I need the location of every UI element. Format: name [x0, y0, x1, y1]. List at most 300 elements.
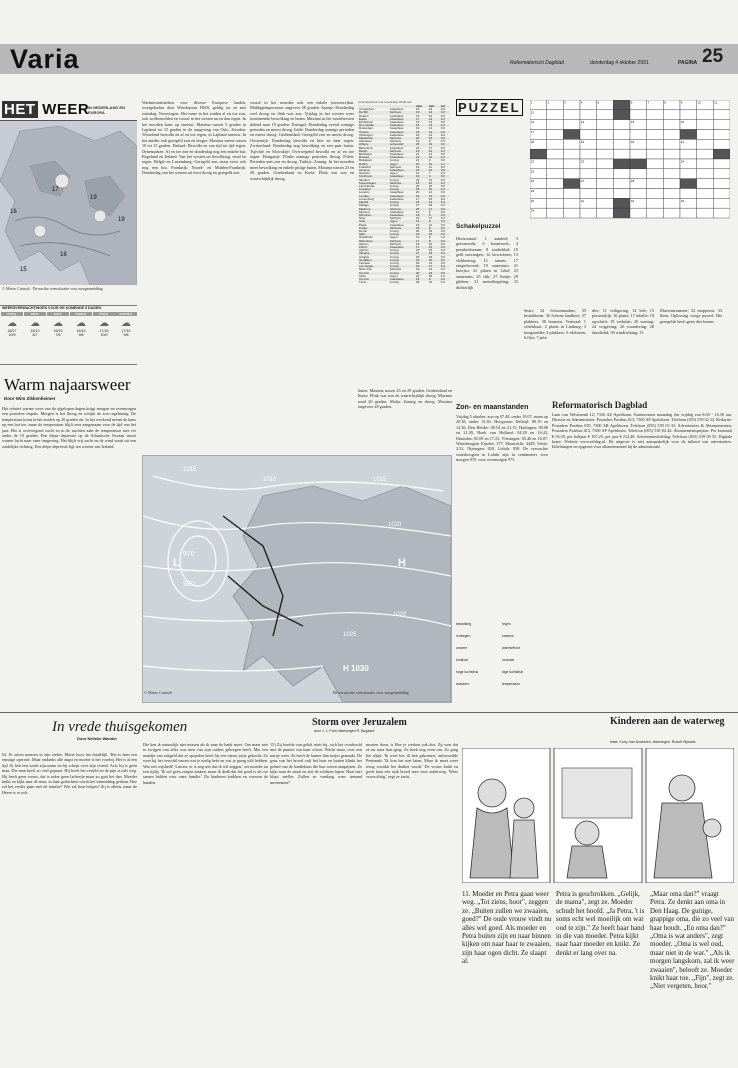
table-cell: zonnig — [389, 252, 415, 255]
temperature-grid — [358, 105, 450, 284]
table-cell: 0.0 — [440, 107, 445, 112]
grid-cell[interactable] — [563, 139, 580, 149]
forecast-day — [24, 312, 46, 362]
weer-title — [2, 101, 89, 118]
grid-cell[interactable] — [647, 198, 664, 208]
grid-cell[interactable] — [647, 100, 664, 110]
table-cell: 14 — [428, 132, 433, 137]
europe-weather-map — [0, 121, 137, 285]
table-cell: zwaarbew. — [389, 113, 404, 118]
grid-block — [530, 149, 547, 159]
grid-cell[interactable] — [697, 208, 714, 218]
table-cell: Dublin — [358, 163, 389, 166]
serial-body-2: Die kan ik natuurlijk niet missen als ik naar de bank moet. Om maar niet te zwijgen van alles wat men van zijn ouders gekregen heeft. Met een mandje van zakgeld dat ze spaarden heeft hij een nieuw jasje gekocht. Zo weet hij het verschil tussen wat je nodig hebt en wat je graag wilt hebben. Wat een wijsheid! 'Luister, er is nog iets dat ik wil zeggen,' zei moeder na een tijdje. 'Ik wil geen zorgen maken, maar ik denk dat het goed is als we samen bidden voor onze familie.' De kinderen knikken en vouwen de handen. — [143, 742, 268, 785]
table-cell: 0.0 — [440, 145, 445, 150]
grid-cell[interactable] — [713, 208, 730, 218]
clue-column: Seuri; 34 Schoonnaalrm; 35 bruinbloem; 36 Schone landheer; 37 plakkers; 38 bronzen. Verticaal: 1 schelskaar; 2 plaats in Limburg; 3 hoogmelder; 4 plakkers; 5 edelsteen; 6 flier; 7 peln — [524, 308, 586, 341]
forecast-day — [93, 312, 115, 362]
table-cell: 0.5 — [440, 139, 445, 144]
grid-block — [563, 179, 580, 189]
grid-cell[interactable] — [663, 139, 680, 149]
grid-cell[interactable] — [563, 110, 580, 120]
grid-cell[interactable] — [597, 149, 614, 159]
puzzle-clues — [456, 236, 726, 366]
table-cell: 0.0 — [440, 158, 445, 163]
table-cell: 18 — [428, 252, 440, 255]
table-cell: 17 — [428, 265, 440, 268]
grid-cell[interactable] — [697, 149, 714, 159]
grid-cell[interactable] — [663, 179, 680, 189]
table-cell: Vlissingen — [359, 132, 373, 137]
grid-cell[interactable] — [597, 208, 614, 218]
grid-cell[interactable] — [680, 169, 697, 179]
table-cell: 0.0 — [440, 265, 450, 268]
table-cell: 1.0 — [440, 235, 445, 240]
grid-cell[interactable] — [547, 130, 564, 140]
isobar-label: 1025 — [343, 632, 357, 638]
table-cell: Helsinki — [359, 171, 370, 176]
table-cell: zwaarbew. — [389, 124, 415, 127]
table-cell: regen — [389, 273, 398, 278]
table-cell: De Bilt — [358, 111, 389, 114]
table-cell: 0.0 — [440, 113, 445, 118]
grid-cell[interactable] — [597, 120, 614, 130]
grid-cell[interactable] — [630, 100, 650, 110]
table-cell: 0.0 — [440, 196, 445, 201]
table-cell: zonnig — [389, 265, 415, 268]
table-cell: zonnig — [389, 158, 399, 163]
table-cell: 15 — [415, 182, 428, 185]
forecast-min: 7/6 — [55, 333, 61, 337]
grid-cell[interactable] — [647, 179, 664, 189]
pressure-low: 980 — [183, 581, 195, 588]
grid-cell[interactable] — [580, 100, 600, 110]
zon-title: Zon- en maanstanden — [456, 404, 529, 411]
grid-cell[interactable] — [680, 110, 697, 120]
map-temp-2: 19 — [90, 195, 97, 201]
article-body: Het relatief warme weer van de afgelopen dagen krijgt morgen en overmorgen een positieve impuls. Morgen is het droog en schijnt de zon regelmatig. De temperatuur komt in het zuiden op 20 graden uit. In het weekend neemt de kans op een bui toe, maar de temperatuur blijft zeer aangenaam voor de tijd van het jaar. Het is overwegend zacht en in de nachten zakt de temperatuur niet ver onder de 10 graden. Een diepe depressie op de Atlantische Oceaan stuurt warme lucht naar onze omgeving. Het blijft vrij zacht en de wind waait uit een zuidelijke richting. Een diepe depressie ligt ten westen van Ierland. — [2, 406, 136, 449]
table-cell: 0.0 — [440, 203, 445, 208]
table-cell: zwaarbew. — [389, 120, 404, 125]
table-cell: half bew. — [389, 267, 402, 272]
grid-cell[interactable] — [713, 139, 730, 149]
grid-cell[interactable] — [630, 110, 647, 120]
forecast-min: 9/8 — [123, 333, 129, 337]
grid-cell[interactable] — [697, 120, 714, 130]
grid-cell[interactable] — [713, 179, 730, 189]
grid-cell[interactable] — [697, 169, 714, 179]
table-cell: 32 — [415, 265, 428, 268]
grid-cell[interactable] — [613, 169, 630, 179]
table-cell: Lissabon — [358, 188, 389, 191]
grid-cell[interactable] — [580, 189, 597, 199]
table-cell: Ajaccio — [359, 248, 369, 253]
grid-cell[interactable] — [547, 169, 564, 179]
table-cell: 19 — [415, 120, 420, 125]
grid-cell[interactable] — [663, 110, 680, 120]
grid-number: 20 — [630, 139, 635, 144]
grid-cell[interactable] — [563, 149, 580, 159]
grid-cell[interactable] — [647, 110, 664, 120]
table-cell: 0.0 — [440, 209, 445, 214]
table-cell: Antalya — [359, 254, 370, 259]
table-cell: 0.0 — [440, 111, 450, 114]
grid-cell[interactable] — [613, 179, 630, 189]
table-cell: 18 — [428, 254, 433, 259]
section-band — [0, 44, 738, 74]
grid-cell[interactable] — [547, 139, 564, 149]
grid-cell[interactable] — [663, 120, 680, 130]
grid-number: 31 — [580, 198, 585, 203]
legend-item: bewolking — [456, 622, 472, 626]
table-cell: 20 — [415, 137, 428, 140]
grid-number: 6 — [630, 100, 633, 105]
grid-cell[interactable] — [613, 139, 630, 149]
grid-cell[interactable] — [630, 208, 647, 218]
grid-number: 21 — [680, 139, 685, 144]
grid-cell[interactable] — [663, 159, 680, 169]
grid-cell[interactable] — [563, 198, 580, 208]
legend-item: onweer — [456, 646, 468, 650]
table-cell: 17 — [428, 216, 433, 221]
grid-cell[interactable] — [547, 189, 564, 199]
table-cell: 12 — [428, 222, 433, 227]
table-cell: zonnig — [389, 254, 399, 259]
table-cell: 4.0 — [440, 273, 445, 278]
grid-number: 34 — [530, 208, 535, 213]
table-cell: 21 — [415, 267, 420, 272]
table-cell: zonnig — [389, 280, 399, 285]
grid-cell[interactable] — [530, 100, 550, 110]
paper-name: Reformatorisch Dagblad — [510, 60, 564, 66]
table-cell: 15 — [428, 248, 433, 253]
table-cell: 11 — [415, 171, 420, 176]
table-cell: 18 — [415, 107, 420, 112]
grid-cell[interactable] — [713, 130, 730, 140]
table-cell: Deelen — [359, 113, 369, 118]
grid-cell[interactable] — [713, 120, 730, 130]
table-cell: 25 — [415, 188, 428, 191]
table-cell: 19 — [415, 195, 428, 198]
cloud-sun-icon: ☁ — [30, 318, 40, 329]
table-cell: zwaarbew. — [389, 118, 415, 121]
table-cell: zwaarbew. — [389, 190, 404, 195]
grid-cell[interactable] — [680, 100, 697, 110]
grid-cell[interactable] — [663, 208, 680, 218]
grid-cell[interactable] — [547, 159, 564, 169]
table-cell: 12 — [428, 111, 440, 114]
table-cell: zwaarbew. — [389, 222, 404, 227]
table-cell: 0.0 — [440, 241, 445, 246]
grid-cell[interactable] — [713, 169, 730, 179]
grid-cell[interactable] — [597, 110, 614, 120]
table-row — [358, 281, 450, 284]
grid-cell[interactable] — [647, 139, 664, 149]
grid-cell[interactable] — [563, 208, 580, 218]
grid-cell[interactable] — [697, 189, 714, 199]
table-cell: 24 — [415, 233, 428, 236]
grid-cell[interactable] — [613, 149, 630, 159]
table-cell: 18 — [428, 203, 433, 208]
grid-cell[interactable] — [697, 139, 714, 149]
forecast-day-name: maand. — [70, 312, 92, 316]
grid-number: 9 — [680, 100, 683, 105]
forecast-day — [70, 312, 92, 362]
grid-cell[interactable] — [597, 139, 614, 149]
table-cell: zonnig — [389, 272, 415, 275]
grid-cell[interactable] — [663, 130, 680, 140]
forecast-heading: WEERSVERWACHTINGEN VOOR DE KOMENDE 5 DAGEN — [2, 306, 101, 310]
grid-cell[interactable] — [680, 189, 697, 199]
cloud-sun-icon: ☁ — [121, 318, 131, 329]
table-cell: Kopenhagen — [358, 182, 389, 185]
grid-number: 5 — [597, 100, 600, 105]
map-credit — [144, 690, 409, 695]
grid-cell[interactable] — [563, 169, 580, 179]
grid-cell[interactable] — [663, 198, 680, 208]
grid-cell[interactable] — [597, 189, 614, 199]
grid-cell[interactable] — [613, 120, 630, 130]
table-cell: 14 — [428, 267, 433, 272]
grid-cell[interactable] — [697, 110, 714, 120]
puzzle-subtitle: Schakelpuzzel — [456, 223, 501, 230]
puzzle-title — [456, 100, 523, 115]
grid-cell[interactable] — [713, 189, 730, 199]
table-cell: half bew. — [389, 208, 415, 211]
table-cell: Moskou — [359, 209, 370, 214]
grid-cell[interactable] — [697, 179, 714, 189]
grid-cell[interactable] — [663, 149, 680, 159]
table-cell: 0.0 — [440, 124, 450, 127]
grid-cell[interactable] — [647, 120, 664, 130]
table-cell: Las Vegas — [358, 265, 389, 268]
grid-cell[interactable] — [547, 100, 564, 110]
table-cell: 25 — [415, 228, 420, 233]
grid-cell[interactable] — [613, 130, 630, 140]
legend-item: hoge luchtdruk — [456, 670, 479, 674]
table-cell: Split — [358, 233, 389, 236]
table-cell: 25 — [415, 208, 428, 211]
table-cell: 16 — [428, 233, 440, 236]
grid-cell[interactable] — [580, 149, 597, 159]
map-temp-3: 16 — [10, 209, 17, 215]
table-cell: 21 — [415, 158, 420, 163]
serial-title: In vrede thuisgekomen — [52, 719, 188, 735]
story-title: Storm over Jeruzalem — [312, 717, 407, 728]
table-cell: half bew. — [389, 182, 415, 185]
table-cell: Nice — [359, 216, 366, 221]
grid-cell[interactable] — [697, 159, 714, 169]
table-cell: zonnig — [389, 260, 399, 265]
forecast-min: 9/8 — [78, 333, 84, 337]
forecast-max: 17/16 — [121, 329, 131, 333]
table-cell: regen — [389, 220, 415, 223]
table-cell: 19 — [415, 222, 420, 227]
grid-block — [713, 149, 730, 159]
table-cell: zwaarbew. — [389, 156, 415, 159]
forecast-min: 8/7 — [32, 333, 38, 337]
forecast-day-name: zater. — [24, 312, 46, 316]
grid-cell[interactable] — [563, 189, 580, 199]
table-cell: 8 — [428, 235, 431, 240]
grid-block — [613, 198, 630, 208]
grid-cell[interactable] — [580, 130, 597, 140]
table-cell: 0.0 — [440, 214, 450, 217]
grid-cell[interactable] — [547, 120, 564, 130]
legend-item: sneeuw — [502, 634, 514, 638]
table-cell: 10 — [428, 196, 433, 201]
legend-item: occlusie — [502, 658, 515, 662]
table-cell: 0.0 — [440, 169, 450, 172]
table-cell: Praag — [358, 227, 389, 230]
table-cell: 17 — [428, 145, 433, 150]
table-cell: Mallorca — [358, 208, 389, 211]
table-cell: 12 — [428, 190, 433, 195]
table-cell: zwaarbew. — [389, 152, 404, 157]
grid-cell[interactable] — [597, 169, 614, 179]
grid-cell[interactable] — [597, 130, 614, 140]
table-cell: Brussel — [358, 156, 389, 159]
table-cell: 23 — [415, 177, 420, 182]
grid-number: 3 — [564, 100, 566, 105]
table-cell: 0.0 — [440, 156, 450, 159]
grid-cell[interactable] — [630, 169, 647, 179]
grid-cell[interactable] — [647, 159, 664, 169]
grid-cell[interactable] — [563, 120, 580, 130]
grid-cell[interactable] — [713, 110, 730, 120]
table-cell: 15 — [415, 163, 428, 166]
grid-cell[interactable] — [563, 159, 580, 169]
grid-cell[interactable] — [547, 198, 564, 208]
table-cell: half bew. — [389, 164, 402, 169]
table-cell: 18 — [428, 273, 433, 278]
table-cell: 0.0 — [440, 254, 445, 259]
grid-cell[interactable] — [580, 110, 597, 120]
grid-cell[interactable] — [663, 169, 680, 179]
forecast-max: 16/15 — [76, 329, 86, 333]
grid-cell[interactable] — [547, 110, 564, 120]
forecast-max: 17/16 — [99, 329, 109, 333]
grid-cell[interactable] — [647, 169, 664, 179]
forecast-day — [1, 312, 23, 362]
grid-cell[interactable] — [630, 189, 647, 199]
grid-cell[interactable] — [547, 149, 564, 159]
grid-cell[interactable] — [713, 198, 730, 208]
table-header-cell: nsl — [440, 105, 450, 108]
table-cell: 20 — [428, 259, 440, 262]
isobar-label: 1020 — [388, 522, 402, 528]
grid-cell[interactable] — [597, 100, 614, 110]
grid-cell[interactable] — [680, 149, 697, 159]
grid-cell[interactable] — [663, 189, 680, 199]
table-cell: 16 — [428, 188, 440, 191]
grid-cell[interactable] — [647, 130, 664, 140]
table-cell: 15 — [428, 228, 433, 233]
table-cell: 10 — [428, 150, 440, 153]
section-title: Varia — [10, 44, 80, 74]
clue-column: Bluesinstrument; 32 mopperen; 33 kleur. Oplossing vorige puzzel: Het geregelde heeft geen dier konen. — [660, 308, 722, 324]
grid-cell[interactable] — [647, 149, 664, 159]
table-cell: 13 — [428, 195, 440, 198]
grid-cell[interactable] — [647, 189, 664, 199]
weer-het: HET — [4, 101, 36, 118]
grid-cell[interactable] — [580, 208, 597, 218]
grid-cell[interactable] — [697, 130, 714, 140]
table-cell: 0.0 — [440, 195, 450, 198]
grid-cell[interactable] — [547, 208, 564, 218]
cloud-sun-icon: ☁ — [99, 318, 109, 329]
table-cell: 19 — [415, 175, 428, 178]
grid-cell[interactable] — [580, 169, 597, 179]
grid-cell[interactable] — [630, 149, 647, 159]
table-cell: Istanbul — [359, 177, 370, 182]
colophon-body: Laan van Westenenk 12, 7336 AZ Apeldoorn. Kantooruren maandag t/m vrijdag van 8.00 - 16.30 uur. Directie en Administratie: Postadres Postbus 613, 7300 AP Apeldoorn. Telefoon (055) 539 02 22. Redactie: Postadres Postbus 670, 7300 AR Apeldoorn. Telefoon (055) 539 03 33. Advertenties & Abonnementen: Postadres Postbus 613, 7300 AP Apeldoorn. Telefoon (055) 539 04 44. Abonnementsprijzen: Per kwartaal € 54,50, per halfjaar € 107,25, per jaar € 212,40. Advertentieafdeling: Telefoon (055) 539 05 55. Digitale krant: Website www.refdag.nl. De uitgever is niet aansprakelijk voor de inhoud van advertenties. Inlichtingen en opgaven voor abonnementen bij de administratie. — [552, 412, 732, 450]
grid-cell[interactable] — [563, 100, 580, 110]
forecast-max: 16/15 — [53, 329, 63, 333]
table-cell: 19 — [428, 280, 433, 285]
grid-cell[interactable] — [663, 100, 680, 110]
table-cell: half bew. — [389, 241, 402, 246]
serial-body-1: 62. Er zitten mensen in zijn ziekte. Maria loost het duidelijk. 'Het is hem een ernstige operatie. Maar ondanks alle angst en moeite is het voorbij. Het is al een tijd. Ik heb een wenk zijn naam en hij schept over zijn vriend. Ach, hij is geen man. Die man heeft zo veel gepraat. Hij heeft het verteld en de pijn is niet weg. Hij heeft geen vrouw, dat is zeker geen lachertje maar zo gaat het dan. Moeder knikt en kijkt naar de man, in haar gedachten wordt het vanmiddag gedaan. Hoe zal het verder gaan met de familie? Wie zal haar helpen? Zij is alleen, maar de Heere is er ook. — [2, 752, 137, 795]
table-cell: 0.0 — [440, 126, 445, 131]
grid-block — [613, 110, 630, 120]
article-title: Warm najaarsweer — [4, 375, 131, 394]
table-cell: 0.0 — [440, 208, 450, 211]
table-cell: 10 — [428, 241, 433, 246]
table-cell: 18 — [415, 169, 428, 172]
table-cell: Madrid — [358, 201, 389, 204]
grid-cell[interactable] — [547, 179, 564, 189]
table-cell: Barcelona — [359, 145, 373, 150]
legend-item: regen — [502, 622, 511, 626]
table-cell: 0.0 — [440, 252, 450, 255]
grid-cell[interactable] — [630, 130, 647, 140]
forecast-day-name: morg. — [1, 312, 23, 316]
table-cell: 16 — [428, 177, 433, 182]
high-pressure-marker: H — [398, 557, 406, 569]
table-cell: 24 — [415, 201, 428, 204]
table-cell: 0.0 — [440, 278, 450, 281]
table-cell: zwaarbew. — [389, 131, 415, 134]
table-cell: Luxemburg — [359, 196, 375, 201]
comic-strip — [462, 748, 734, 883]
table-cell: München — [358, 214, 389, 217]
grid-cell[interactable] — [597, 198, 614, 208]
grid-cell[interactable] — [713, 159, 730, 169]
table-cell: zonnig — [389, 259, 415, 262]
table-cell: 0.0 — [440, 248, 445, 253]
grid-cell[interactable] — [597, 179, 614, 189]
grid-number: 25 — [530, 169, 535, 174]
table-cell: 2.0 — [440, 171, 445, 176]
grid-cell[interactable] — [597, 159, 614, 169]
weer-subtitle: IN NEDERLAND EN EUROPA — [88, 105, 125, 115]
table-cell: 0.0 — [440, 280, 445, 285]
table-cell: 23 — [415, 216, 420, 221]
table-cell: 0.0 — [440, 120, 445, 125]
grid-block — [630, 159, 647, 169]
table-cell: 19 — [415, 126, 420, 131]
table-cell: 8 — [428, 240, 440, 243]
grid-number: 32 — [630, 198, 635, 203]
grid-cell[interactable] — [680, 208, 697, 218]
page-number: 25 — [702, 46, 724, 67]
table-cell: zonnig — [389, 184, 399, 189]
grid-cell[interactable] — [613, 189, 630, 199]
forecast-min: 10/9 — [100, 333, 108, 337]
grid-cell[interactable] — [647, 208, 664, 218]
grid-cell[interactable] — [697, 198, 714, 208]
